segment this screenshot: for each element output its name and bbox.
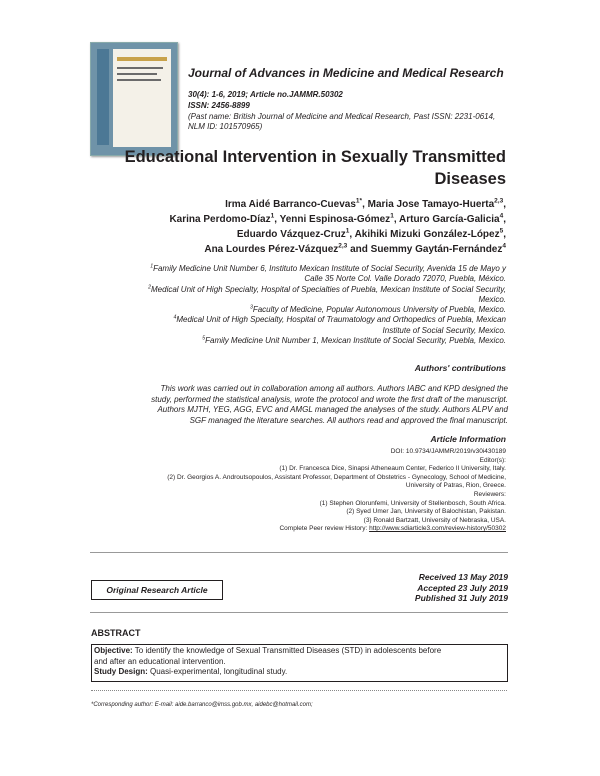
abstract-heading: ABSTRACT (91, 628, 141, 638)
contributions-heading: Authors' contributions (414, 363, 506, 373)
affiliation-item (90, 285, 506, 295)
reviewer-entry: (1) Stephen Olorunfemi, University of Stellenbosch, South Africa. (319, 499, 506, 507)
doi[interactable]: DOI: 10.9734/JAMMR/2019/v30i430189 (390, 448, 506, 455)
affiliation-text: Institute of Social Security, Mexico. (382, 325, 506, 335)
affiliation-item (90, 264, 506, 274)
divider (90, 552, 508, 553)
paper-title-line: Diseases (434, 170, 506, 188)
cover-line (117, 79, 161, 81)
affiliation-item (90, 336, 506, 346)
affiliation-marker: 1 (150, 263, 154, 270)
author-separator: , (503, 199, 506, 210)
contributions-line: study, performed the statistical analysis, wrote the protocol and wrote the first draft of the manuscript. (151, 394, 508, 404)
article-info-block (90, 448, 506, 534)
affiliation-marker: 4 (173, 314, 177, 321)
objective-text: To identify the knowledge of Sexual Transmitted Diseases (STD) in adolescents before (132, 646, 442, 655)
author-line (100, 242, 506, 257)
author-name: Karina Perdomo-Díaz (169, 214, 271, 225)
article-type-badge: Original Research Article (91, 580, 223, 600)
contributions-line: This work was carried out in collaboration among all authors. Authors IABC and KPD designed the (160, 384, 508, 393)
author-affiliation-marker: 4 (502, 242, 506, 250)
author-separator: , (349, 229, 355, 240)
peer-review-history-label: Complete Peer review History: (279, 525, 370, 533)
cover-stripe (117, 57, 167, 61)
contributions-line: SGF managed the literature searches. All authors read and approved the final manuscript. (189, 415, 508, 425)
author-affiliation-marker: 1 (345, 227, 350, 235)
author-name: Arturo García-Galicia (399, 214, 500, 225)
editor-entry: (1) Dr. Francesca Dice, Sinapsi Atheneaum Center, Federico II University, Italy. (279, 465, 506, 473)
affiliation-item (90, 315, 506, 325)
editors-label: Editor(s): (479, 456, 506, 464)
contributions-text (90, 384, 508, 426)
study-design-label: Study Design: (94, 667, 148, 676)
author-line (100, 197, 506, 212)
affiliation-marker: 3 (249, 304, 253, 311)
editor-entry: University of Patras, Rion, Greece. (405, 482, 506, 490)
affiliation-text: Mexico. (478, 294, 506, 304)
author-affiliation-marker: 4 (499, 212, 504, 220)
affiliation-text: Family Medicine Unit Number 1, Mexican Institute of Social Security, Puebla, Mexico. (205, 336, 506, 346)
author-name: Ana Lourdes Pérez-Vázquez (204, 244, 339, 255)
editor-entry: (2) Dr. Georgios A. Androutsopoulos, Assistant Professor, Department of Obstetrics - Gynecology, School of Medicine, (167, 473, 506, 481)
reviewers-label: Reviewers: (473, 490, 506, 498)
publication-dates (330, 572, 508, 604)
abstract-text (94, 646, 504, 678)
objective-text-cont: and after an educational intervention. (94, 656, 226, 666)
author-separator: and (347, 244, 371, 255)
corresponding-author-footnote: *Corresponding author: E-mail: aide.barranco@imss.gob.mx, aidebc@hotmail.com; (91, 702, 313, 708)
author-affiliation-marker: 2,3 (338, 242, 348, 250)
cover-page (113, 49, 171, 147)
journal-cover-thumbnail (90, 42, 178, 156)
paper-title (60, 146, 506, 190)
received-date: Received 13 May 2019 (418, 572, 508, 582)
article-info-heading: Article Information (430, 434, 506, 444)
author-affiliation-marker: 2,3 (494, 197, 504, 205)
accepted-date: Accepted 23 July 2019 (417, 582, 508, 593)
author-name: Eduardo Vázquez-Cruz (236, 229, 346, 240)
author-line (100, 227, 506, 242)
author-separator: , (503, 214, 506, 225)
author-name: Yenni Espinosa-Gómez (279, 214, 391, 225)
divider (90, 612, 508, 613)
affiliation-text: Faculty of Medicine, Popular Autonomous University of Puebla, Mexico. (252, 305, 506, 315)
affiliation-text: Family Medicine Unit Number 6, Instituto Mexican Institute of Social Security, Avenida 15 de Mayo y (153, 264, 506, 273)
author-name: Maria Jose Tamayo-Huerta (367, 199, 495, 210)
author-name: Suemmy Gaytán-Fernández (370, 244, 503, 255)
abstract-objective (94, 646, 504, 657)
cover-line (117, 73, 157, 75)
author-affiliation-marker: 5 (499, 227, 504, 235)
affiliation-text: Medical Unit of High Specialty, Hospital of Traumatology and Orthopedics of Puebla, Mexican (176, 315, 506, 325)
affiliation-text: Calle 35 Norte Col. Valle Dorado 72070, Puebla, México. (304, 274, 506, 284)
journal-nlm-id: NLM ID: 101570965) (188, 122, 263, 131)
reviewer-entry: (3) Ronald Bartzatt, University of Nebraska, USA. (363, 516, 506, 524)
author-list (100, 197, 506, 257)
author-separator: , (274, 214, 280, 225)
study-design-text: Quasi-experimental, longitudinal study. (147, 667, 288, 676)
author-name: Irma Aidé Barranco-Cuevas (225, 199, 356, 210)
peer-review-history (90, 525, 506, 534)
affiliation-text: Medical Unit of High Specialty, Hospital of Specialties of Puebla, Mexican Institute of Social Security, (151, 284, 506, 294)
author-separator: , (362, 199, 368, 210)
journal-past-name: (Past name: British Journal of Medicine and Medical Research, Past ISSN: 2231-0614, (188, 112, 496, 121)
contributions-line: Authors MJTH, YEG, AGG, EVC and AMGL managed the analyses of the study. Authors ALPV and (157, 405, 508, 414)
affiliation-item (90, 305, 506, 315)
author-affiliation-marker: 1 (390, 212, 394, 220)
published-date: Published 31 July 2019 (414, 593, 508, 603)
footnote-divider (91, 690, 507, 691)
affiliation-marker: 5 (202, 335, 206, 342)
author-affiliation-marker: 1 (270, 212, 275, 220)
author-line (100, 212, 506, 227)
reviewer-entry: (2) Syed Umer Jan, University of Balochistan, Pakistan. (346, 508, 506, 516)
journal-issn: ISSN: 2456-8899 (188, 101, 250, 110)
affiliation-list (90, 264, 506, 346)
journal-name: Journal of Advances in Medicine and Medical Research (188, 66, 504, 80)
peer-review-history-link[interactable]: http://www.sdiarticle3.com/review-history/50302 (369, 525, 506, 533)
author-name: Akihiki Mizuki González-López (354, 229, 500, 240)
abstract-study-design (94, 667, 504, 678)
author-separator: , (503, 229, 506, 240)
objective-label: Objective: (94, 646, 133, 655)
journal-citation: 30(4): 1-6, 2019; Article no.JAMMR.50302 (188, 90, 343, 99)
paper-title-line: Educational Intervention in Sexually Transmitted (124, 148, 506, 166)
cover-spine (97, 49, 109, 145)
affiliation-marker: 2 (148, 283, 152, 290)
cover-line (117, 67, 163, 69)
author-affiliation-marker: 1* (355, 197, 363, 205)
author-separator: , (393, 214, 399, 225)
